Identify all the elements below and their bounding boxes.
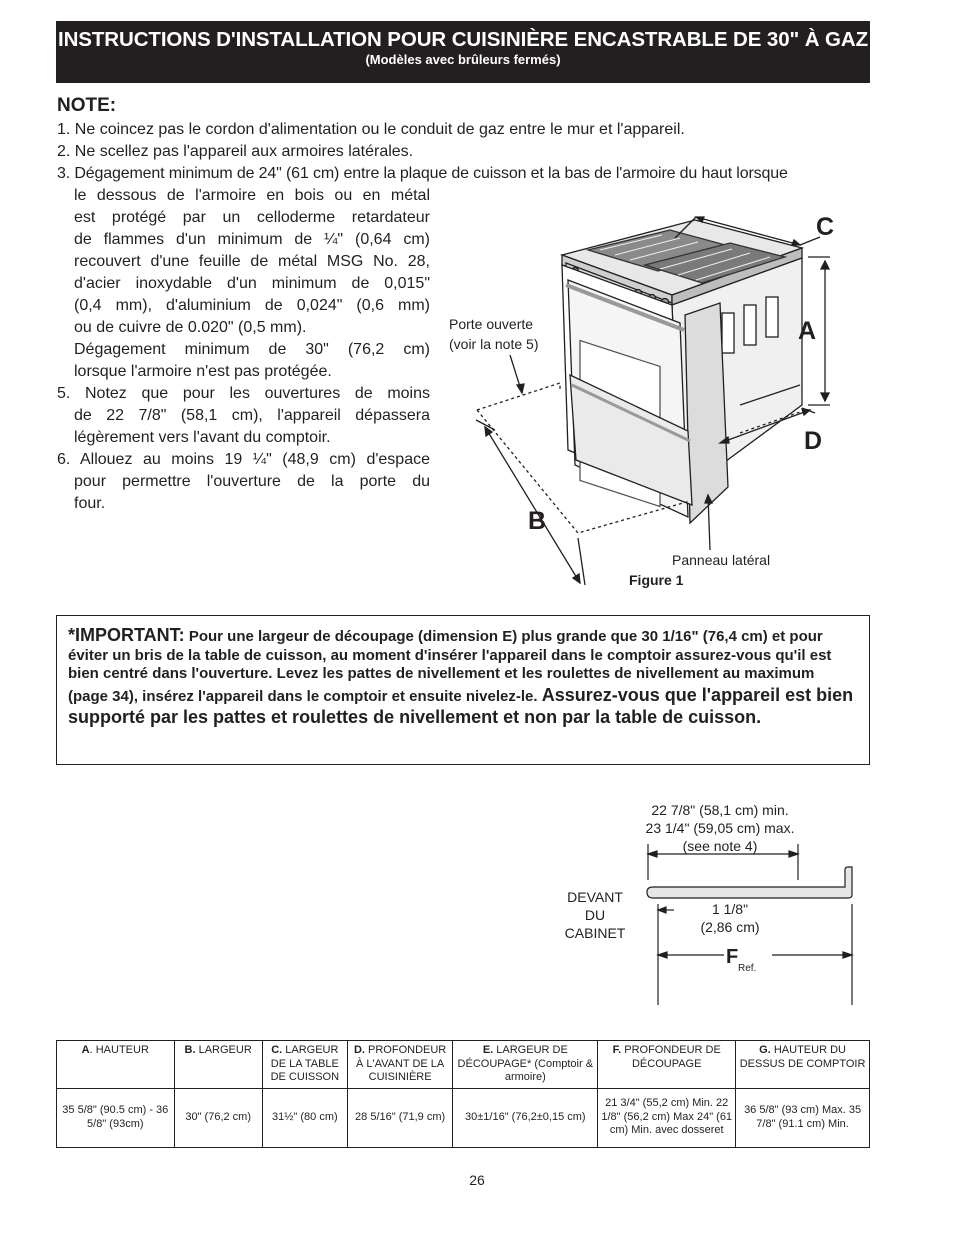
dimension-f-ref: Ref. (738, 963, 757, 974)
header-subtitle: (Modèles avec brûleurs fermés) (365, 52, 561, 67)
dimensions-table (56, 1040, 870, 1148)
table-header-cell: D. PROFONDEUR À L'AVANT DE LA CUISINIÈRE (347, 1041, 452, 1089)
important-heading: *IMPORTANT: (68, 625, 185, 645)
table-cell-height: 35 5/8" (90.5 cm) - 36 5/8" (93cm) (57, 1088, 175, 1147)
table-header-cell: G. HAUTEUR DU DESSUS DE COMPTOIR (736, 1041, 870, 1089)
note-line-6: 6. Allouez au moins 19 ¼" (48,9 cm) d'espace (57, 451, 430, 468)
table-header-cell: B. LARGEUR (174, 1041, 262, 1089)
table-cell-width: 30" (76,2 cm) (174, 1088, 262, 1147)
note-line-5b: de 22 7/8" (58,1 cm), l'appareil dépassera (74, 407, 430, 424)
cabinet-front-line3: CABINET (564, 925, 626, 941)
figure-1 (440, 205, 880, 605)
note-line-1: 1. Ne coincez pas le cordon d'alimentation ou le conduit de gaz entre le mur et l'appareil. (57, 121, 685, 138)
table-header-cell: F. PROFONDEUR DE DÉCOUPAGE (598, 1041, 736, 1089)
page-header (56, 21, 870, 83)
table-header-row (57, 1041, 870, 1089)
note-line-6b: pour permettre l'ouverture de la porte du (74, 473, 430, 490)
thickness-line1: 1 1/8" (711, 901, 749, 917)
note-line-5c: légèrement vers l'avant du comptoir. (74, 429, 331, 446)
table-cell-cutout-width: 30±1/16" (76,2±0,15 cm) (453, 1088, 598, 1147)
thickness-line2: (2,86 cm) (700, 919, 760, 935)
important-box (56, 615, 870, 765)
note-line-3: 3. Dégagement minimum de 24" (61 cm) entre la plaque de cuisson et la bas de l'armoire du haut lorsque (57, 165, 788, 182)
note-line-6c: four. (74, 495, 106, 512)
note-line-2: 2. Ne scellez pas l'appareil aux armoires latérales. (57, 143, 414, 160)
side-panel-label: Panneau latéral (672, 552, 771, 568)
cutout-top-line1: 22 7/8" (58,1 cm) min. (651, 802, 789, 818)
note-line-3c: est protégé par un celloderme retardateur (74, 209, 430, 226)
header-title: INSTRUCTIONS D'INSTALLATION POUR CUISINIÈRE ENCASTRABLE DE 30" À GAZ (58, 28, 868, 51)
note-title: NOTE: (57, 95, 117, 116)
door-open-note-label: (voir la note 5) (449, 336, 539, 352)
table-cell-cutout-depth: 21 3/4" (55,2 cm) Min. 22 1/8" (56,2 cm) Max 24" (61 cm) Min. avec dosseret (598, 1088, 736, 1147)
table-cell-counter-height: 36 5/8" (93 cm) Max. 35 7/8" (91.1 cm) Min. (736, 1088, 870, 1147)
dimension-b-label: B (528, 507, 547, 535)
dimension-f-label: F (726, 946, 739, 968)
note-line-3g: (0,4 mm), d'aluminium de 0,024" (0,6 mm) (74, 297, 430, 314)
door-open-label: Porte ouverte (449, 316, 534, 332)
dimension-c-label: C (816, 213, 835, 241)
page-number: 26 (469, 1172, 485, 1188)
note-line-3e: recouvert d'une feuille de métal MSG No. 28, (74, 253, 430, 270)
table-header-cell: C. LARGEUR DE LA TABLE DE CUISSON (262, 1041, 347, 1089)
note-line-3f: d'acier inoxydable d'un minimum de 0,015" (74, 275, 430, 292)
figure-caption: Figure 1 (629, 572, 684, 588)
dimension-a-label: A (798, 317, 817, 345)
note-line-3d: de flammes d'un minimum de ¼" (0,64 cm) (74, 231, 430, 248)
table-header-cell: A. HAUTEUR (57, 1041, 175, 1089)
table-cell-front-depth: 28 5/16" (71,9 cm) (347, 1088, 452, 1147)
important-text: Pour une largeur de découpage (dimension E) plus grande que 30 1/16" (76,4 cm) et pour éviter un bris de la table de cuisson, au moment d'insérer l'appareil dans le comptoir assurez-vous qu'il est bien centré dans l'ouverture. Levez les pattes de nivellement et les roulettes de nivellement au maximum (page 34), insérez l'appareil dans le comptoir et ensuite nivelez-le. (68, 628, 832, 705)
note-line-3h: ou de cuivre de 0.020" (0,5 mm). (74, 319, 307, 336)
note-line-3b: le dessous de l'armoire en bois ou en métal (74, 187, 430, 204)
cabinet-front-line1: DEVANT (567, 889, 623, 905)
cutout-top-line3: (see note 4) (682, 838, 758, 854)
note-line-5: 5. Notez que pour les ouvertures de moins (57, 385, 430, 402)
table-row (57, 1088, 870, 1147)
range-illustration (440, 205, 880, 605)
dimension-d-label: D (804, 427, 823, 455)
cabinet-front-line2: DU (584, 907, 606, 923)
note-line-3i: Dégagement minimum de 30" (76,2 cm) (74, 341, 430, 358)
table-cell-cooktop-width: 31½" (80 cm) (262, 1088, 347, 1147)
important-emphasis: Assurez-vous que l'appareil est bien supporté par les pattes et roulettes de nivellement et non par la table de cuisson. (68, 684, 854, 727)
table-header-cell: E. LARGEUR DE DÉCOUPAGE* (Comptoir & armoire) (453, 1041, 598, 1089)
cutout-top-line2: 23 1/4" (59,05 cm) max. (645, 820, 795, 836)
note-line-3j: lorsque l'armoire n'est pas protégée. (74, 363, 332, 380)
